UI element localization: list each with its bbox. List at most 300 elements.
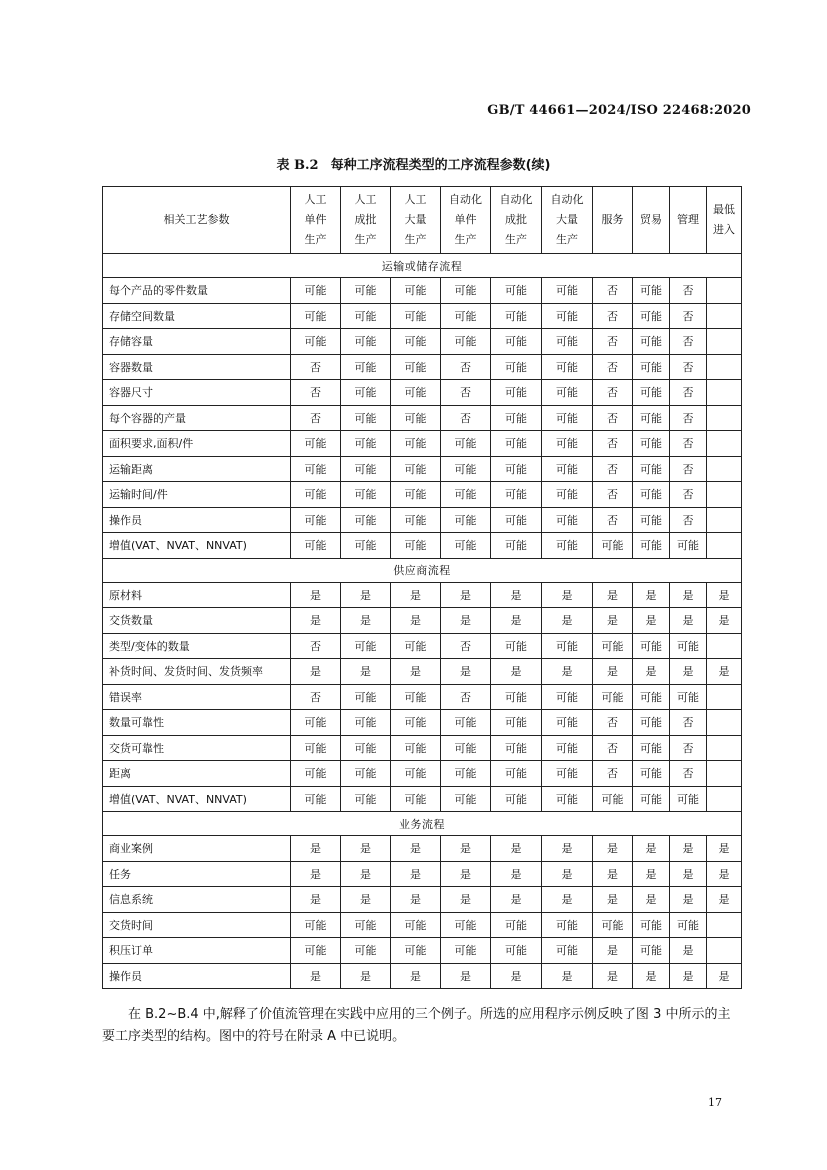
value-cell: 是 (670, 582, 707, 608)
value-cell: 否 (670, 761, 707, 787)
value-cell: 是 (491, 582, 542, 608)
value-cell: 否 (291, 354, 341, 380)
value-cell: 可能 (391, 912, 441, 938)
column-header: 相关工艺参数 (103, 187, 291, 254)
value-cell: 否 (670, 431, 707, 457)
value-cell: 可能 (291, 761, 341, 787)
parameter-name-cell: 增值(VAT、NVAT、NNVAT) (103, 786, 291, 812)
value-cell: 否 (291, 633, 341, 659)
value-cell: 是 (542, 836, 593, 862)
value-cell: 否 (670, 735, 707, 761)
value-cell: 可能 (542, 405, 593, 431)
value-cell: 是 (593, 938, 633, 964)
process-parameter-table (102, 186, 742, 989)
value-cell (707, 761, 742, 787)
value-cell: 可能 (593, 633, 633, 659)
parameter-name-cell: 交货数量 (103, 608, 291, 634)
value-cell: 是 (542, 861, 593, 887)
parameter-name-cell: 存储空间数量 (103, 303, 291, 329)
value-cell: 可能 (391, 431, 441, 457)
table-row (103, 912, 742, 938)
value-cell: 是 (670, 836, 707, 862)
value-cell: 是 (291, 861, 341, 887)
page-number: 17 (708, 1096, 722, 1109)
parameter-name-cell: 增值(VAT、NVAT、NNVAT) (103, 533, 291, 559)
value-cell: 是 (542, 963, 593, 989)
parameter-name-cell: 类型/变体的数量 (103, 633, 291, 659)
value-cell: 可能 (633, 354, 670, 380)
column-header: 贸易 (633, 187, 670, 254)
value-cell: 可能 (633, 786, 670, 812)
value-cell: 可能 (542, 456, 593, 482)
value-cell: 可能 (633, 533, 670, 559)
value-cell: 否 (593, 405, 633, 431)
parameter-name-cell: 距离 (103, 761, 291, 787)
table-row (103, 735, 742, 761)
table-row (103, 303, 742, 329)
value-cell: 可能 (593, 912, 633, 938)
value-cell: 可能 (633, 303, 670, 329)
value-cell: 否 (593, 278, 633, 304)
value-cell: 是 (391, 861, 441, 887)
table-row (103, 684, 742, 710)
value-cell: 可能 (542, 938, 593, 964)
value-cell: 可能 (341, 303, 391, 329)
value-cell: 是 (633, 582, 670, 608)
value-cell: 是 (341, 963, 391, 989)
table-row (103, 405, 742, 431)
value-cell: 可能 (391, 633, 441, 659)
value-cell: 可能 (341, 380, 391, 406)
value-cell: 可能 (291, 912, 341, 938)
value-cell: 是 (391, 887, 441, 913)
value-cell (707, 684, 742, 710)
value-cell: 可能 (542, 507, 593, 533)
value-cell: 否 (593, 431, 633, 457)
value-cell: 是 (593, 608, 633, 634)
value-cell: 是 (491, 963, 542, 989)
table-row (103, 633, 742, 659)
value-cell: 可能 (441, 507, 491, 533)
value-cell: 否 (441, 405, 491, 431)
value-cell: 可能 (633, 380, 670, 406)
value-cell: 是 (491, 659, 542, 685)
value-cell: 是 (670, 887, 707, 913)
table-row (103, 608, 742, 634)
value-cell: 是 (670, 659, 707, 685)
value-cell: 可能 (491, 482, 542, 508)
value-cell: 是 (593, 659, 633, 685)
value-cell: 可能 (341, 710, 391, 736)
value-cell: 可能 (491, 278, 542, 304)
table-row (103, 354, 742, 380)
value-cell: 否 (593, 735, 633, 761)
value-cell: 是 (341, 861, 391, 887)
value-cell: 可能 (633, 405, 670, 431)
value-cell: 是 (341, 887, 391, 913)
value-cell: 可能 (542, 761, 593, 787)
value-cell: 是 (341, 659, 391, 685)
value-cell (707, 456, 742, 482)
value-cell: 是 (391, 582, 441, 608)
value-cell: 可能 (633, 938, 670, 964)
value-cell: 可能 (542, 354, 593, 380)
value-cell: 是 (341, 582, 391, 608)
value-cell: 是 (542, 659, 593, 685)
value-cell: 可能 (491, 380, 542, 406)
parameter-name-cell: 操作员 (103, 963, 291, 989)
value-cell: 是 (633, 836, 670, 862)
column-header: 自动化 成批 生产 (491, 187, 542, 254)
section-row (103, 558, 742, 582)
value-cell (707, 710, 742, 736)
value-cell: 可能 (391, 354, 441, 380)
value-cell: 是 (542, 582, 593, 608)
parameter-name-cell: 运输距离 (103, 456, 291, 482)
section-title: 运输或储存流程 (103, 254, 742, 278)
table-row (103, 836, 742, 862)
value-cell: 是 (593, 582, 633, 608)
table-row (103, 380, 742, 406)
parameter-name-cell: 运输时间/件 (103, 482, 291, 508)
value-cell: 可能 (441, 456, 491, 482)
value-cell: 可能 (491, 329, 542, 355)
value-cell: 是 (441, 963, 491, 989)
value-cell: 可能 (633, 329, 670, 355)
value-cell: 是 (291, 659, 341, 685)
value-cell: 是 (633, 659, 670, 685)
value-cell: 可能 (391, 456, 441, 482)
value-cell: 可能 (670, 912, 707, 938)
value-cell: 可能 (341, 431, 391, 457)
value-cell (707, 380, 742, 406)
value-cell: 否 (670, 329, 707, 355)
value-cell: 可能 (491, 786, 542, 812)
value-cell: 可能 (491, 405, 542, 431)
standard-code: GB/T 44661—2024/ISO 22468:2020 (487, 103, 751, 118)
value-cell: 可能 (491, 431, 542, 457)
value-cell: 可能 (441, 278, 491, 304)
value-cell: 可能 (542, 786, 593, 812)
value-cell: 可能 (633, 278, 670, 304)
value-cell: 是 (441, 887, 491, 913)
value-cell (707, 735, 742, 761)
value-cell: 可能 (341, 912, 391, 938)
parameter-name-cell: 每个容器的产量 (103, 405, 291, 431)
table-row (103, 938, 742, 964)
value-cell: 可能 (291, 786, 341, 812)
value-cell: 可能 (491, 912, 542, 938)
value-cell: 可能 (542, 482, 593, 508)
value-cell: 是 (707, 659, 742, 685)
value-cell: 可能 (542, 380, 593, 406)
value-cell: 是 (491, 887, 542, 913)
value-cell: 是 (391, 608, 441, 634)
value-cell: 可能 (441, 482, 491, 508)
parameter-name-cell: 任务 (103, 861, 291, 887)
value-cell: 否 (593, 710, 633, 736)
section-title: 供应商流程 (103, 558, 742, 582)
value-cell: 可能 (633, 735, 670, 761)
value-cell: 可能 (341, 735, 391, 761)
value-cell: 可能 (441, 303, 491, 329)
value-cell: 是 (491, 861, 542, 887)
value-cell: 是 (707, 608, 742, 634)
section-row (103, 812, 742, 836)
value-cell: 可能 (633, 761, 670, 787)
column-header: 服务 (593, 187, 633, 254)
table-row (103, 659, 742, 685)
value-cell: 可能 (391, 482, 441, 508)
value-cell: 可能 (391, 684, 441, 710)
value-cell: 是 (593, 963, 633, 989)
column-header: 自动化 大量 生产 (542, 187, 593, 254)
value-cell: 可能 (341, 456, 391, 482)
value-cell: 是 (707, 582, 742, 608)
value-cell: 可能 (391, 761, 441, 787)
value-cell (707, 507, 742, 533)
value-cell: 否 (593, 329, 633, 355)
value-cell: 可能 (291, 482, 341, 508)
value-cell: 是 (441, 861, 491, 887)
table-row (103, 533, 742, 559)
value-cell: 可能 (291, 507, 341, 533)
value-cell: 可能 (491, 761, 542, 787)
table-row (103, 761, 742, 787)
value-cell: 可能 (441, 533, 491, 559)
value-cell: 是 (341, 836, 391, 862)
value-cell: 否 (441, 633, 491, 659)
value-cell: 可能 (291, 735, 341, 761)
value-cell: 是 (542, 887, 593, 913)
value-cell: 可能 (633, 507, 670, 533)
value-cell: 可能 (542, 278, 593, 304)
value-cell: 可能 (633, 684, 670, 710)
column-header: 最低 进入 (707, 187, 742, 254)
value-cell (707, 482, 742, 508)
value-cell (707, 938, 742, 964)
value-cell: 可能 (341, 278, 391, 304)
value-cell: 否 (670, 380, 707, 406)
value-cell: 是 (707, 861, 742, 887)
table-row (103, 456, 742, 482)
value-cell: 否 (291, 405, 341, 431)
value-cell: 可能 (491, 710, 542, 736)
table-caption-id: 表 B.2 (276, 158, 319, 173)
table-caption (0, 154, 827, 173)
parameter-name-cell: 积压订单 (103, 938, 291, 964)
value-cell: 是 (633, 963, 670, 989)
parameter-name-cell: 交货可靠性 (103, 735, 291, 761)
value-cell: 是 (441, 608, 491, 634)
value-cell: 可能 (441, 710, 491, 736)
value-cell: 可能 (341, 684, 391, 710)
parameter-name-cell: 补货时间、发货时间、发货频率 (103, 659, 291, 685)
value-cell: 可能 (291, 456, 341, 482)
value-cell: 可能 (341, 533, 391, 559)
value-cell: 否 (670, 303, 707, 329)
value-cell: 可能 (491, 633, 542, 659)
value-cell: 是 (391, 963, 441, 989)
body-paragraph: 在 B.2~B.4 中,解释了价值流管理在实践中应用的三个例子。所选的应用程序示例反映了图 3 中所示的主要工序类型的结构。图中的符号在附录 A 中已说明。 (102, 1007, 731, 1044)
value-cell: 否 (670, 354, 707, 380)
column-header: 人工 大量 生产 (391, 187, 441, 254)
value-cell: 可能 (391, 278, 441, 304)
parameter-name-cell: 容器尺寸 (103, 380, 291, 406)
value-cell: 可能 (391, 786, 441, 812)
value-cell: 可能 (542, 684, 593, 710)
value-cell (707, 303, 742, 329)
table-caption-title: 每种工序流程类型的工序流程参数(续) (330, 158, 551, 173)
value-cell: 可能 (341, 761, 391, 787)
value-cell: 是 (291, 582, 341, 608)
value-cell: 否 (441, 684, 491, 710)
value-cell: 可能 (341, 507, 391, 533)
parameter-name-cell: 容器数量 (103, 354, 291, 380)
table-row (103, 963, 742, 989)
table-row (103, 582, 742, 608)
value-cell: 可能 (391, 938, 441, 964)
value-cell (707, 431, 742, 457)
value-cell: 可能 (291, 329, 341, 355)
value-cell: 可能 (341, 354, 391, 380)
value-cell: 是 (441, 582, 491, 608)
value-cell: 可能 (593, 684, 633, 710)
value-cell: 可能 (291, 431, 341, 457)
value-cell: 可能 (441, 431, 491, 457)
value-cell: 可能 (542, 710, 593, 736)
value-cell: 是 (633, 608, 670, 634)
value-cell: 可能 (291, 303, 341, 329)
value-cell: 否 (593, 761, 633, 787)
column-header: 人工 单件 生产 (291, 187, 341, 254)
parameter-name-cell: 面积要求,面积/件 (103, 431, 291, 457)
table-row (103, 887, 742, 913)
value-cell: 可能 (341, 329, 391, 355)
value-cell: 可能 (291, 938, 341, 964)
column-header: 自动化 单件 生产 (441, 187, 491, 254)
value-cell: 是 (491, 608, 542, 634)
value-cell: 是 (670, 963, 707, 989)
parameter-name-cell: 错误率 (103, 684, 291, 710)
value-cell: 可能 (491, 533, 542, 559)
value-cell: 可能 (593, 533, 633, 559)
value-cell: 可能 (391, 380, 441, 406)
value-cell: 可能 (542, 431, 593, 457)
value-cell: 可能 (633, 710, 670, 736)
parameter-name-cell: 信息系统 (103, 887, 291, 913)
parameter-name-cell: 数量可靠性 (103, 710, 291, 736)
value-cell: 可能 (491, 735, 542, 761)
value-cell: 可能 (542, 633, 593, 659)
value-cell: 否 (441, 380, 491, 406)
value-cell: 可能 (670, 633, 707, 659)
value-cell (707, 633, 742, 659)
value-cell: 是 (593, 836, 633, 862)
value-cell: 是 (441, 836, 491, 862)
value-cell: 可能 (670, 684, 707, 710)
value-cell: 可能 (341, 405, 391, 431)
value-cell: 是 (391, 659, 441, 685)
value-cell: 可能 (291, 278, 341, 304)
value-cell (707, 405, 742, 431)
value-cell (707, 278, 742, 304)
value-cell: 是 (707, 836, 742, 862)
value-cell: 是 (291, 608, 341, 634)
value-cell: 是 (341, 608, 391, 634)
value-cell: 否 (291, 684, 341, 710)
value-cell (707, 329, 742, 355)
value-cell: 可能 (491, 354, 542, 380)
value-cell: 是 (291, 836, 341, 862)
value-cell: 可能 (341, 786, 391, 812)
value-cell: 是 (593, 861, 633, 887)
value-cell: 否 (670, 278, 707, 304)
value-cell: 可能 (341, 482, 391, 508)
value-cell: 可能 (391, 533, 441, 559)
value-cell (707, 354, 742, 380)
value-cell: 否 (291, 380, 341, 406)
value-cell: 是 (593, 887, 633, 913)
value-cell: 否 (670, 405, 707, 431)
value-cell: 可能 (491, 507, 542, 533)
value-cell: 可能 (391, 735, 441, 761)
parameter-name-cell: 交货时间 (103, 912, 291, 938)
value-cell: 是 (291, 963, 341, 989)
value-cell: 可能 (670, 786, 707, 812)
value-cell: 是 (633, 861, 670, 887)
value-cell: 可能 (441, 912, 491, 938)
value-cell: 否 (593, 482, 633, 508)
table-row (103, 861, 742, 887)
value-cell: 可能 (391, 303, 441, 329)
value-cell: 否 (593, 303, 633, 329)
value-cell: 可能 (441, 786, 491, 812)
table-row (103, 786, 742, 812)
value-cell: 可能 (291, 533, 341, 559)
parameter-name-cell: 每个产品的零件数量 (103, 278, 291, 304)
value-cell: 否 (593, 456, 633, 482)
value-cell: 可能 (441, 329, 491, 355)
parameter-name-cell: 商业案例 (103, 836, 291, 862)
value-cell: 可能 (633, 633, 670, 659)
value-cell: 可能 (593, 786, 633, 812)
table-row (103, 710, 742, 736)
value-cell: 可能 (341, 938, 391, 964)
table-header-row (103, 187, 742, 254)
value-cell: 可能 (491, 684, 542, 710)
value-cell: 是 (491, 836, 542, 862)
value-cell: 可能 (391, 507, 441, 533)
value-cell: 可能 (542, 329, 593, 355)
value-cell: 否 (670, 507, 707, 533)
value-cell: 是 (441, 659, 491, 685)
table-row (103, 507, 742, 533)
value-cell: 可能 (441, 735, 491, 761)
value-cell: 可能 (341, 633, 391, 659)
value-cell: 可能 (633, 431, 670, 457)
value-cell: 可能 (670, 533, 707, 559)
value-cell (707, 786, 742, 812)
table-row (103, 329, 742, 355)
value-cell: 可能 (633, 456, 670, 482)
parameter-name-cell: 操作员 (103, 507, 291, 533)
value-cell: 可能 (391, 329, 441, 355)
value-cell: 可能 (633, 482, 670, 508)
value-cell (707, 533, 742, 559)
table-row (103, 482, 742, 508)
value-cell: 可能 (491, 938, 542, 964)
